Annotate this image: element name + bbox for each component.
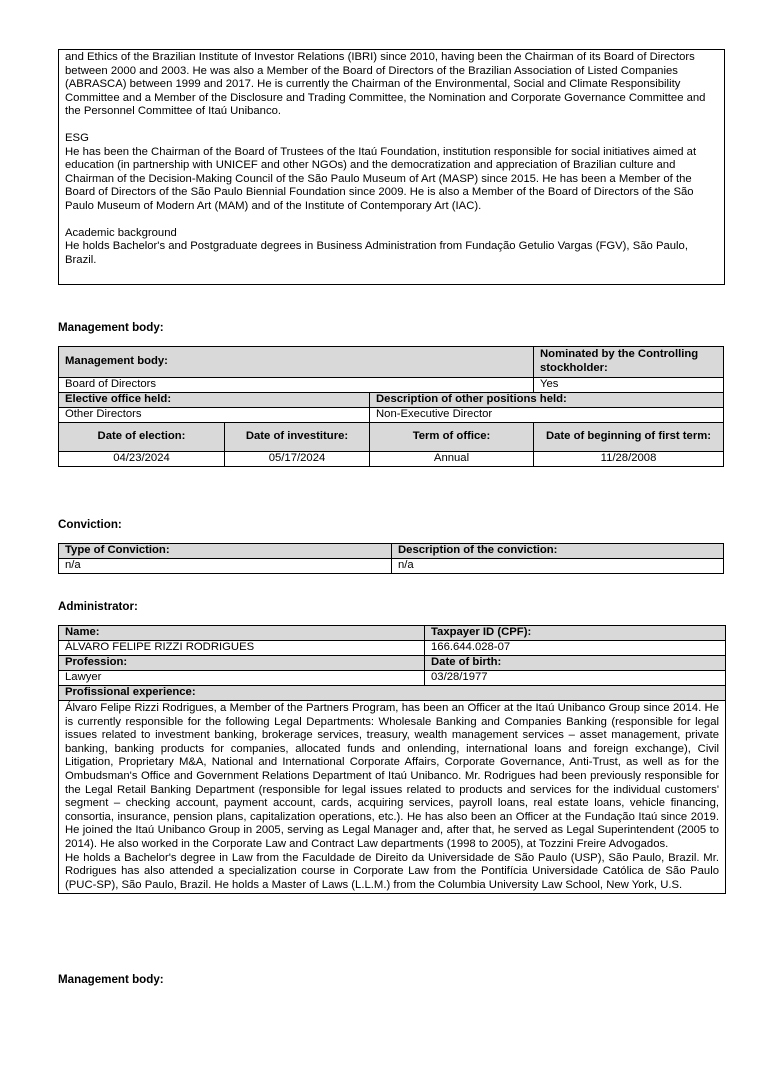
- conviction-type-header: Type of Conviction:: [59, 544, 392, 559]
- management-body-header: Management body:: [59, 347, 534, 378]
- experience-cell: [59, 701, 726, 894]
- academic-text: He holds Bachelor's and Postgraduate degrees in Business Administration from Fundação Getulio Vargas (FGV), São Paulo, Brazil.: [65, 240, 688, 266]
- profession-header: Profession:: [59, 656, 425, 671]
- conviction-section-title: Conviction:: [58, 518, 122, 531]
- conviction-description-value: n/a: [392, 559, 724, 574]
- esg-text: He has been the Chairman of the Board of Trustees of the Itaú Foundation, institution responsible for social initiatives aimed at education (in partnership with UNICEF and other NGOs) and the democratization and appreciation of Brazilian culture and Chairman of the Decision-Making Council of the São Paulo Museum of Art (MASP) since 2015. He has been a Member of the Board of Directors of the São Paulo Biennial Foundation since 2009. He is also a Member of the Board of Directors of the São Paulo Museum of Modern Art (MAM) and of the Institute of Contemporary Art (IAC).: [65, 145, 697, 212]
- conviction-table: [58, 543, 724, 574]
- conviction-description-header: Description of the conviction:: [392, 544, 724, 559]
- bio-paragraph: and Ethics of the Brazilian Institute of Investor Relations (IBRI) since 2010, having been the Chairman of its Board of Directors between 2000 and 2003. He was also a Member of the Board of Directors of the Brazilian Association of Listed Companies (ABRASCA) between 1999 and 2017. He is currently the Chairman of the Environmental, Social and Climate Responsibility Committee and a Member of the Disclosure and Trading Committee, the Nomination and Corporate Governance Committee and the Personnel Committee of Itaú Unibanco.: [65, 51, 706, 118]
- education-paragraph: He holds a Bachelor's degree in Law from the Faculdade de Direito da Universidade de São Paulo (USP), São Paulo, Brazil. Mr. Rodrigues has also attended a specialization course in Corporate Law from the Pontifícia Universidade Católica de São Paulo (PUC-SP), São Paulo, Brazil. He holds a Master of Laws (L.L.M.) from the Columbia University Law School, New York, U.S.: [65, 851, 719, 891]
- election-date-header: Date of election:: [59, 423, 225, 452]
- first-term-header: Date of beginning of first term:: [534, 423, 724, 452]
- name-header: Name:: [59, 626, 425, 641]
- cpf-header: Taxpayer ID (CPF):: [425, 626, 726, 641]
- management-section-title: Management body:: [58, 321, 164, 334]
- term-value: Annual: [370, 452, 534, 467]
- election-date-value: 04/23/2024: [59, 452, 225, 467]
- other-positions-value: Non-Executive Director: [370, 408, 724, 423]
- other-positions-header: Description of other positions held:: [370, 393, 724, 408]
- name-value: ÁLVARO FELIPE RIZZI RODRIGUES: [59, 641, 425, 656]
- first-term-value: 11/28/2008: [534, 452, 724, 467]
- administrator-section-title: Administrator:: [58, 600, 138, 613]
- experience-header: Profissional experience:: [59, 686, 726, 701]
- term-header: Term of office:: [370, 423, 534, 452]
- nominated-header: Nominated by the Controlling stockholder:: [534, 347, 724, 378]
- investiture-date-value: 05/17/2024: [225, 452, 370, 467]
- esg-heading: ESG: [65, 131, 89, 144]
- profession-value: Lawyer: [59, 671, 425, 686]
- bio-continuation-box: [58, 49, 725, 285]
- experience-paragraph: Álvaro Felipe Rizzi Rodrigues, a Member of the Partners Program, has been an Officer at the Itaú Unibanco Group since 2014. He is currently responsible for the following Legal Departments: Wholesale Banking and Companies Banking (responsible for legal issues related to investment banking, brokerage services, treasury, wealth management services – asset management, private banking, banking products for companies, allocated funds and onlending, international loans and foreign exchange), Civil Litigation, Proprietary M&A, National and International Corporate Affairs, Corporate Governance, Anti-Trust, as well as for the Ombudsman's Office and Government Relations Department of Itaú Unibanco. Mr. Rodrigues had been previously responsible for the Legal Retail Banking Department (responsible for legal issues related to products and services for the individual customers' segment – checking account, payment account, cards, acquiring services, payroll loans, real estate loans, vehicle financing, consortia, insurance, pension plans, capitalization operations, etc.). He has also been an Officer at the Fundação Itaú since 2019. He joined the Itaú Unibanco Group in 2005, serving as Legal Manager and, after that, he served as Legal Superintendent (2005 to 2014). He also worked in the Corporate Law and Contract Law departments (1998 to 2005), at Tozzini Freire Advogados.: [65, 702, 719, 850]
- management-body-value: Board of Directors: [59, 378, 534, 393]
- conviction-type-value: n/a: [59, 559, 392, 574]
- administrator-table: [58, 625, 726, 894]
- academic-heading: Academic background: [65, 226, 177, 239]
- nominated-value: Yes: [534, 378, 724, 393]
- bottom-management-section-title: Management body:: [58, 973, 164, 986]
- elective-office-header: Elective office held:: [59, 393, 370, 408]
- birth-date-value: 03/28/1977: [425, 671, 726, 686]
- birth-date-header: Date of birth:: [425, 656, 726, 671]
- investiture-date-header: Date of investiture:: [225, 423, 370, 452]
- cpf-value: 166.644.028-07: [425, 641, 726, 656]
- management-table: [58, 346, 724, 467]
- elective-office-value: Other Directors: [59, 408, 370, 423]
